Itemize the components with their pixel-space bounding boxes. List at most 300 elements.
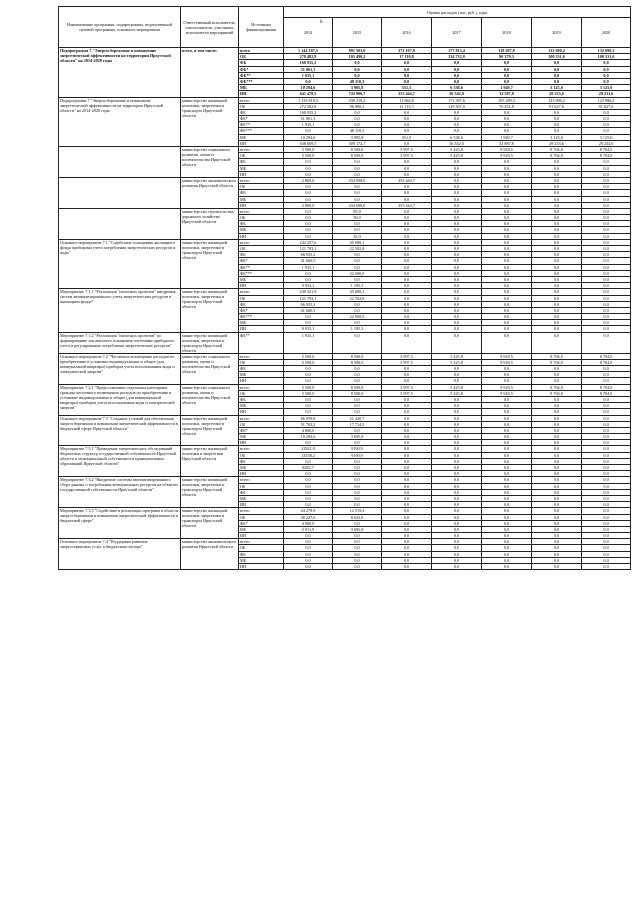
funding-source: МБ bbox=[239, 372, 284, 378]
amount-cell: 0,0 bbox=[482, 246, 532, 252]
amount-cell: 0,0 bbox=[382, 270, 432, 276]
amount-cell: 0,0 bbox=[582, 495, 631, 501]
amount-cell: 0,0 bbox=[482, 415, 532, 421]
amount-cell: 8 704,0 bbox=[532, 384, 582, 390]
amount-cell: 0,0 bbox=[532, 184, 582, 190]
amount-cell: 0,0 bbox=[582, 564, 631, 570]
amount-cell: 0,0 bbox=[482, 440, 532, 446]
amount-cell: 0,0 bbox=[532, 526, 582, 532]
funding-source: всего bbox=[239, 97, 284, 103]
amount-cell: 0,0 bbox=[284, 545, 333, 551]
header-executor: Ответственный исполнитель, соисполнители, участники, исполнители мероприятий bbox=[181, 7, 239, 48]
amount-cell: 0,0 bbox=[432, 421, 482, 427]
amount-cell: 0,0 bbox=[532, 396, 582, 402]
amount-cell: 0,0 bbox=[284, 489, 333, 495]
amount-cell: 0,0 bbox=[432, 233, 482, 239]
amount-cell: 0,0 bbox=[582, 270, 631, 276]
funding-source: ФБ bbox=[239, 458, 284, 464]
funding-source: ИИ bbox=[239, 233, 284, 239]
executor-name: министерство жилищной политики, энергетики и транспорта Иркутской области bbox=[181, 477, 239, 508]
amount-cell: 0,0 bbox=[432, 458, 482, 464]
amount-cell: 0,0 bbox=[432, 514, 482, 520]
amount-cell: 0,0 bbox=[482, 403, 532, 409]
amount-cell: 8 500,0 bbox=[333, 147, 382, 153]
amount-cell: 0,0 bbox=[582, 477, 631, 483]
amount-cell: 0,0 bbox=[284, 551, 333, 557]
amount-cell: 8 500,0 bbox=[333, 153, 382, 159]
funding-source: всего bbox=[239, 177, 284, 183]
amount-cell: 0,0 bbox=[482, 539, 532, 545]
funding-source: МБ bbox=[239, 526, 284, 532]
amount-cell: 36 542,0 bbox=[432, 91, 482, 97]
amount-cell: 5 425,8 bbox=[432, 353, 482, 359]
amount-cell: 0,0 bbox=[582, 78, 631, 84]
amount-cell: 32 887,8 bbox=[482, 140, 532, 146]
amount-cell: 0,0 bbox=[382, 227, 432, 233]
header-year: 2016 bbox=[382, 18, 432, 48]
amount-cell: 0,0 bbox=[284, 221, 333, 227]
amount-cell: 0,0 bbox=[382, 171, 432, 177]
amount-cell: 0,0 bbox=[582, 159, 631, 165]
amount-cell: 0,0 bbox=[482, 190, 532, 196]
amount-cell: 0,0 bbox=[382, 477, 432, 483]
amount-cell: 434 698,0 bbox=[333, 202, 382, 208]
amount-cell: 0,0 bbox=[432, 190, 482, 196]
amount-cell: 0,0 bbox=[582, 128, 631, 134]
amount-cell: 0,0 bbox=[333, 458, 382, 464]
budget-document bbox=[58, 6, 630, 570]
amount-cell: 45 688,1 bbox=[333, 239, 382, 245]
amount-cell: 0,0 bbox=[582, 72, 631, 78]
amount-cell: 0,0 bbox=[432, 446, 482, 452]
amount-cell: 0,0 bbox=[532, 415, 582, 421]
funding-source: ФБ*** bbox=[239, 128, 284, 134]
amount-cell: 0,0 bbox=[532, 483, 582, 489]
amount-cell: 8 704,0 bbox=[532, 359, 582, 365]
amount-cell: 0,0 bbox=[482, 489, 532, 495]
funding-source: ИИ bbox=[239, 378, 284, 384]
amount-cell: 50,0 bbox=[333, 215, 382, 221]
amount-cell: 3 125,0 bbox=[582, 134, 631, 140]
amount-cell: 0,0 bbox=[284, 215, 333, 221]
funding-source: МБ bbox=[239, 465, 284, 471]
amount-cell: 0,0 bbox=[382, 326, 432, 332]
amount-cell: 0,0 bbox=[482, 295, 532, 301]
amount-cell: 0,0 bbox=[382, 239, 432, 245]
amount-cell: 8 704,0 bbox=[582, 384, 631, 390]
amount-cell: 160 935,2 bbox=[284, 109, 333, 115]
amount-cell: 0,0 bbox=[582, 471, 631, 477]
amount-cell: 8 704,0 bbox=[582, 359, 631, 365]
header-program: Наименование программы, подпрограммы, ведомственной целевой программы, основного мероприятия bbox=[59, 7, 181, 48]
amount-cell: 0,0 bbox=[432, 557, 482, 563]
funding-source: ИИ bbox=[239, 326, 284, 332]
program-name: Мероприятие 7.3.1 "Проведение энергетических обследований бюджетных структур государственной собственности Иркутской области и муниципальной собственности муниципальных образований Иркутской области" bbox=[59, 446, 181, 477]
amount-cell: 0,0 bbox=[482, 171, 532, 177]
funding-source: ФБ* bbox=[239, 520, 284, 526]
amount-cell: 0,0 bbox=[432, 128, 482, 134]
amount-cell: 0,0 bbox=[333, 332, 382, 353]
amount-cell: 0,0 bbox=[482, 326, 532, 332]
amount-cell: 0,0 bbox=[382, 421, 432, 427]
funding-source: ОБ bbox=[239, 184, 284, 190]
amount-cell: 0,0 bbox=[382, 122, 432, 128]
amount-cell: 21821,9 bbox=[284, 446, 333, 452]
funding-source: ОБ bbox=[239, 514, 284, 520]
funding-source: ФБ* bbox=[239, 66, 284, 72]
program-name bbox=[59, 177, 181, 208]
amount-cell: 0,0 bbox=[482, 421, 532, 427]
amount-cell: 1 935,1 bbox=[284, 122, 333, 128]
amount-cell: 0,0 bbox=[382, 289, 432, 295]
amount-cell: 0,0 bbox=[532, 489, 582, 495]
amount-cell: 0,0 bbox=[582, 196, 631, 202]
amount-cell: 0,0 bbox=[382, 545, 432, 551]
amount-cell: 0,0 bbox=[382, 446, 432, 452]
amount-cell: 0,0 bbox=[532, 539, 582, 545]
amount-cell: 0,0 bbox=[482, 258, 532, 264]
amount-cell: 0,0 bbox=[482, 264, 532, 270]
funding-source: ИИ bbox=[239, 502, 284, 508]
funding-source: МБ bbox=[239, 434, 284, 440]
amount-cell: 5 997,5 bbox=[382, 147, 432, 153]
amount-cell: 0,0 bbox=[432, 171, 482, 177]
amount-cell: 0,0 bbox=[532, 128, 582, 134]
amount-cell: 0,0 bbox=[432, 116, 482, 122]
amount-cell: 3 125,0 bbox=[532, 134, 582, 140]
amount-cell: 22 502,8 bbox=[333, 295, 382, 301]
amount-cell: 0,0 bbox=[432, 520, 482, 526]
executor-name: министерство социального развития, опеки и попечительства Иркутской области bbox=[181, 147, 239, 178]
executor-name: министерство жилищной политики, энергетики и транспорта Иркутской области bbox=[181, 508, 239, 539]
funding-source: всего bbox=[239, 446, 284, 452]
amount-cell: 5 500,0 bbox=[284, 353, 333, 359]
funding-source: всего bbox=[239, 508, 284, 514]
amount-cell: 1 935,1 bbox=[284, 264, 333, 270]
amount-cell: 3 695,8 bbox=[333, 526, 382, 532]
amount-cell: 0,0 bbox=[382, 483, 432, 489]
amount-cell: 0,0 bbox=[482, 128, 532, 134]
amount-cell: 0,0 bbox=[284, 276, 333, 282]
header-estimate: Оценка расходов (тыс. руб.), годы bbox=[284, 7, 631, 18]
funding-source: ИИ bbox=[239, 283, 284, 289]
amount-cell: 0,0 bbox=[432, 332, 482, 353]
amount-cell: 1 135 818,5 bbox=[284, 97, 333, 103]
amount-cell: 177 813,4 bbox=[432, 48, 482, 54]
amount-cell: 0,0 bbox=[532, 295, 582, 301]
amount-cell: 1 144 187,5 bbox=[284, 48, 333, 54]
amount-cell: 0,0 bbox=[284, 539, 333, 545]
amount-cell: 0,0 bbox=[482, 471, 532, 477]
amount-cell: 0,0 bbox=[482, 551, 532, 557]
amount-cell: 2 011,9 bbox=[284, 526, 333, 532]
program-name: Основное мероприятие 7.1 "Содействие оснащению жилищного фонда приборами учета потребления энергетических ресурсов и воды" bbox=[59, 239, 181, 289]
amount-cell: 0,0 bbox=[482, 502, 532, 508]
amount-cell: 8282,7 bbox=[284, 465, 333, 471]
amount-cell: 0,0 bbox=[284, 477, 333, 483]
funding-source: ФБ** bbox=[239, 122, 284, 128]
amount-cell: 0,0 bbox=[333, 495, 382, 501]
amount-cell: 0,0 bbox=[432, 283, 482, 289]
amount-cell: 9 918,5 bbox=[482, 384, 532, 390]
executor-name: министерство жилищной политики, энергетики и транспорта Иркутской области bbox=[181, 239, 239, 289]
amount-cell: 5 425,8 bbox=[432, 390, 482, 396]
amount-cell: 0,0 bbox=[284, 366, 333, 372]
amount-cell: 0,0 bbox=[432, 409, 482, 415]
amount-cell: 0,0 bbox=[582, 465, 631, 471]
amount-cell: 0,0 bbox=[333, 116, 382, 122]
amount-cell: 0,0 bbox=[482, 483, 532, 489]
amount-cell: 0,0 bbox=[532, 366, 582, 372]
amount-cell: 0,0 bbox=[482, 458, 532, 464]
amount-cell: 9 933,1 bbox=[284, 283, 333, 289]
amount-cell: 0,0 bbox=[333, 551, 382, 557]
amount-cell: 0,0 bbox=[582, 307, 631, 313]
amount-cell: 0,0 bbox=[333, 557, 382, 563]
amount-cell: 0,0 bbox=[432, 258, 482, 264]
amount-cell: 160 935,2 bbox=[284, 60, 333, 66]
amount-cell: 0,0 bbox=[333, 564, 382, 570]
amount-cell: 0,0 bbox=[482, 116, 532, 122]
amount-cell: 17 724,5 bbox=[333, 421, 382, 427]
amount-cell: 48 110,3 bbox=[333, 78, 382, 84]
amount-cell: 0,0 bbox=[333, 72, 382, 78]
amount-cell: 10 294,6 bbox=[284, 434, 333, 440]
amount-cell: 0,0 bbox=[333, 184, 382, 190]
amount-cell: 35,0 bbox=[333, 233, 382, 239]
amount-cell: 119 207,8 bbox=[482, 48, 532, 54]
amount-cell: 0,0 bbox=[532, 72, 582, 78]
amount-cell: 0,0 bbox=[482, 177, 532, 183]
amount-cell: 0,0 bbox=[582, 421, 631, 427]
amount-cell: 0,0 bbox=[284, 378, 333, 384]
amount-cell: 0,0 bbox=[382, 314, 432, 320]
funding-source: ОБ bbox=[239, 483, 284, 489]
amount-cell: 0,0 bbox=[333, 307, 382, 313]
amount-cell: 0,0 bbox=[482, 526, 532, 532]
amount-cell: 132 690,2 bbox=[582, 48, 631, 54]
amount-cell: 0,0 bbox=[333, 171, 382, 177]
funding-source: ОБ bbox=[239, 153, 284, 159]
budget-table bbox=[58, 6, 631, 570]
amount-cell: 0,0 bbox=[382, 489, 432, 495]
amount-cell: 5 425,8 bbox=[432, 153, 482, 159]
header-column-number: 6 bbox=[320, 20, 323, 25]
amount-cell: 0,0 bbox=[532, 378, 582, 384]
amount-cell: 0,0 bbox=[582, 396, 631, 402]
amount-cell: 0,0 bbox=[333, 403, 382, 409]
amount-cell: 0,0 bbox=[382, 557, 432, 563]
amount-cell: 0,0 bbox=[532, 564, 582, 570]
amount-cell: 0,0 bbox=[333, 276, 382, 282]
amount-cell: 0,0 bbox=[532, 289, 582, 295]
funding-source: ОБ bbox=[239, 103, 284, 109]
amount-cell: 0,0 bbox=[582, 60, 631, 66]
amount-cell: 0,0 bbox=[532, 270, 582, 276]
amount-cell: 0,0 bbox=[432, 564, 482, 570]
amount-cell: 5 997,5 bbox=[382, 384, 432, 390]
amount-cell: 0,0 bbox=[382, 396, 432, 402]
program-name bbox=[59, 208, 181, 239]
amount-cell: 45 688,1 bbox=[333, 289, 382, 295]
amount-cell: 0,0 bbox=[382, 403, 432, 409]
amount-cell: 0,0 bbox=[432, 326, 482, 332]
funding-source: ФБ* bbox=[239, 116, 284, 122]
amount-cell: 0,0 bbox=[432, 539, 482, 545]
funding-source: ФБ* bbox=[239, 427, 284, 433]
amount-cell: 0,0 bbox=[432, 227, 482, 233]
amount-cell: 0,0 bbox=[333, 159, 382, 165]
amount-cell: 0,0 bbox=[432, 434, 482, 440]
amount-cell: 0,0 bbox=[432, 314, 482, 320]
amount-cell: 0,0 bbox=[333, 109, 382, 115]
funding-source: всего bbox=[239, 415, 284, 421]
amount-cell: 0,0 bbox=[382, 109, 432, 115]
amount-cell: 0,0 bbox=[482, 378, 532, 384]
amount-cell: 8 704,0 bbox=[532, 147, 582, 153]
amount-cell: 6 538,6 bbox=[432, 134, 482, 140]
amount-cell: 272 582,8 bbox=[284, 103, 333, 109]
amount-cell: 0,0 bbox=[333, 165, 382, 171]
amount-cell: 0,0 bbox=[582, 434, 631, 440]
amount-cell: 12 519,4 bbox=[333, 508, 382, 514]
amount-cell: 0,0 bbox=[482, 239, 532, 245]
amount-cell: 3 995,8 bbox=[333, 85, 382, 91]
funding-source: ОБ bbox=[239, 359, 284, 365]
amount-cell: 0,0 bbox=[482, 159, 532, 165]
amount-cell: 0,0 bbox=[582, 258, 631, 264]
amount-cell: 0,0 bbox=[532, 446, 582, 452]
amount-cell: 0,0 bbox=[532, 508, 582, 514]
amount-cell: 172 387,6 bbox=[432, 97, 482, 103]
amount-cell: 0,0 bbox=[333, 221, 382, 227]
amount-cell: 0,0 bbox=[532, 66, 582, 72]
amount-cell: 0,0 bbox=[582, 184, 631, 190]
amount-cell: 0,0 bbox=[532, 171, 582, 177]
amount-cell: 5 997,5 bbox=[382, 390, 432, 396]
executor-name: всего, в том числе: bbox=[181, 48, 239, 98]
amount-cell: 0,0 bbox=[532, 307, 582, 313]
amount-cell: 0,0 bbox=[532, 434, 582, 440]
amount-cell: 0,0 bbox=[382, 520, 432, 526]
amount-cell: 0,0 bbox=[333, 533, 382, 539]
amount-cell: 22 502,8 bbox=[333, 246, 382, 252]
amount-cell: 9 933,1 bbox=[284, 326, 333, 332]
header-year: 2015 bbox=[333, 18, 382, 48]
amount-cell: 0,0 bbox=[382, 502, 432, 508]
amount-cell: 0,0 bbox=[432, 246, 482, 252]
amount-cell: 0,0 bbox=[532, 221, 582, 227]
amount-cell: 0,0 bbox=[284, 483, 333, 489]
amount-cell: 0,0 bbox=[582, 320, 631, 326]
amount-cell: 0,0 bbox=[532, 502, 582, 508]
amount-cell: 0,0 bbox=[582, 116, 631, 122]
amount-cell: 0,0 bbox=[432, 526, 482, 532]
amount-cell: 0,0 bbox=[382, 564, 432, 570]
amount-cell: 0,0 bbox=[284, 403, 333, 409]
amount-cell: 371 107,8 bbox=[382, 48, 432, 54]
header-year: 2014 bbox=[284, 18, 333, 48]
amount-cell: 0,0 bbox=[532, 326, 582, 332]
amount-cell: 0,0 bbox=[382, 372, 432, 378]
header-year: 2018 bbox=[482, 18, 532, 48]
amount-cell: 1 949,7 bbox=[482, 85, 532, 91]
funding-source: ФБ** bbox=[239, 72, 284, 78]
amount-cell: 0,0 bbox=[532, 165, 582, 171]
amount-cell: 551,5 bbox=[382, 134, 432, 140]
header-year: 2020 bbox=[582, 18, 631, 48]
amount-cell: 0,0 bbox=[432, 60, 482, 66]
amount-cell: 8 704,0 bbox=[582, 147, 631, 153]
executor-name: министерство жилищной политики, энергетики и транспорта Иркутской области bbox=[181, 97, 239, 147]
amount-cell: 0,0 bbox=[382, 307, 432, 313]
amount-cell: 551,5 bbox=[382, 85, 432, 91]
funding-source: МБ bbox=[239, 320, 284, 326]
amount-cell: 0,0 bbox=[432, 489, 482, 495]
funding-source: ФБ bbox=[239, 396, 284, 402]
amount-cell: 105 490,2 bbox=[333, 54, 382, 60]
amount-cell: 29 233,6 bbox=[532, 140, 582, 146]
amount-cell: 32 587,8 bbox=[482, 91, 532, 97]
amount-cell: 0,0 bbox=[532, 409, 582, 415]
amount-cell: 0,0 bbox=[482, 109, 532, 115]
amount-cell: 0,0 bbox=[582, 314, 631, 320]
funding-source: МБ bbox=[239, 227, 284, 233]
amount-cell: 66 935,2 bbox=[284, 301, 333, 307]
amount-cell: 0,0 bbox=[532, 252, 582, 258]
amount-cell: 0,0 bbox=[582, 366, 631, 372]
funding-source: ФБ** bbox=[239, 332, 284, 353]
amount-cell: 0,0 bbox=[582, 165, 631, 171]
funding-source: ИИ bbox=[239, 471, 284, 477]
amount-cell: 0,0 bbox=[582, 326, 631, 332]
amount-cell: 121 793,1 bbox=[284, 295, 333, 301]
amount-cell: 5 997,5 bbox=[382, 153, 432, 159]
funding-source: всего bbox=[239, 477, 284, 483]
funding-source: ФБ bbox=[239, 366, 284, 372]
amount-cell: 4 000,0 bbox=[284, 427, 333, 433]
amount-cell: 21 420,7 bbox=[333, 415, 382, 421]
amount-cell: 0,0 bbox=[284, 314, 333, 320]
funding-source: ОБ bbox=[239, 295, 284, 301]
amount-cell: 9190,9 bbox=[333, 446, 382, 452]
amount-cell: 0,0 bbox=[432, 252, 482, 258]
program-name: Мероприятие 7.1.2 "Реализация "пилотных проектов" по формированию зон высокого оснащения системами приборного учета и регулирования потребления энергетических ресурсов" bbox=[59, 332, 181, 353]
amount-cell: 0,0 bbox=[482, 495, 532, 501]
amount-cell: 5 425,8 bbox=[432, 359, 482, 365]
amount-cell: 0,0 bbox=[482, 227, 532, 233]
amount-cell: 48 110,3 bbox=[333, 128, 382, 134]
amount-cell: 0,0 bbox=[432, 403, 482, 409]
amount-cell: 0,0 bbox=[382, 526, 432, 532]
amount-cell: 22 000,0 bbox=[333, 314, 382, 320]
amount-cell: 438 210,2 bbox=[333, 97, 382, 103]
amount-cell: 0,0 bbox=[532, 202, 582, 208]
amount-cell: 0,0 bbox=[582, 239, 631, 245]
amount-cell: 0,0 bbox=[582, 295, 631, 301]
amount-cell: 0,0 bbox=[333, 366, 382, 372]
amount-cell: 0,0 bbox=[582, 440, 631, 446]
amount-cell: 0,0 bbox=[532, 314, 582, 320]
amount-cell: 0,0 bbox=[532, 440, 582, 446]
amount-cell: 0,0 bbox=[382, 295, 432, 301]
amount-cell: 0,0 bbox=[532, 177, 582, 183]
program-name: Подпрограмма 7 "Энергосбережение и повышение энергетической эффективности на территории Иркутской области" на 2014-2020 годы bbox=[59, 97, 181, 147]
amount-cell: 0,0 bbox=[582, 227, 631, 233]
amount-cell: 8 704,0 bbox=[582, 353, 631, 359]
funding-source: ОБ bbox=[239, 215, 284, 221]
amount-cell: 0,0 bbox=[382, 215, 432, 221]
